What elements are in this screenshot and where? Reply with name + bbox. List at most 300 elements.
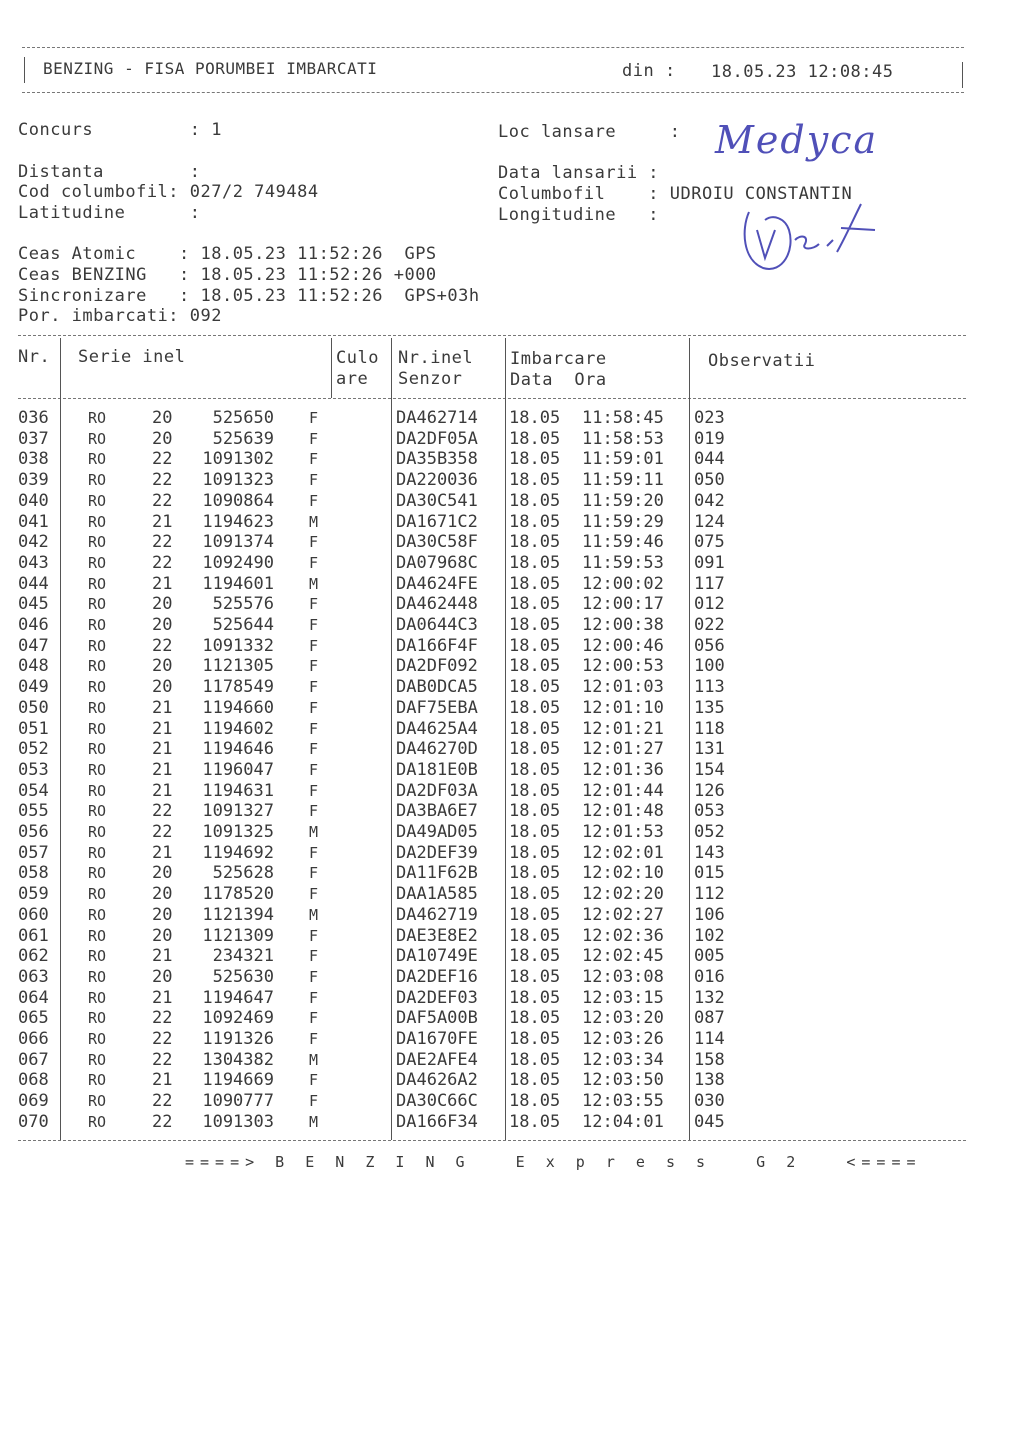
- row-ora: 12:00:02: [582, 573, 664, 594]
- row-nr: 065: [18, 1008, 49, 1029]
- row-an: 20: [152, 966, 173, 987]
- row-inel: 1121309: [202, 925, 274, 946]
- table-row: [0, 1112, 1024, 1133]
- row-data: 18.05: [509, 1029, 561, 1049]
- row-sex: F: [309, 657, 319, 676]
- row-sex: F: [309, 471, 319, 490]
- row-sex: F: [309, 740, 319, 759]
- row-tara: RO: [88, 760, 107, 779]
- row-data: 18.05: [509, 532, 561, 553]
- row-nr: 047: [18, 635, 49, 656]
- row-tara: RO: [88, 553, 107, 572]
- distanta-line: Distanta :: [18, 162, 201, 182]
- row-tara: RO: [88, 947, 107, 966]
- row-inel: 1091374: [202, 532, 274, 553]
- row-nr: 046: [18, 615, 49, 635]
- row-tara: RO: [88, 533, 107, 552]
- row-tara: RO: [88, 1092, 107, 1111]
- loc-lansare-label: Loc lansare :: [498, 122, 681, 142]
- row-tara: RO: [88, 740, 107, 759]
- row-nr: 069: [18, 1091, 49, 1112]
- row-an: 22: [152, 532, 173, 553]
- row-sex: M: [309, 823, 319, 841]
- table-row: [0, 532, 1024, 553]
- row-data: 18.05: [509, 573, 561, 594]
- row-nr: 055: [18, 801, 49, 822]
- row-ora: 12:00:46: [582, 635, 664, 656]
- row-tara: RO: [88, 574, 107, 593]
- row-obs: 100: [694, 656, 725, 677]
- row-an: 21: [152, 1070, 173, 1091]
- row-nr: 067: [18, 1049, 49, 1070]
- row-inel: 1194602: [202, 718, 274, 739]
- row-sex: F: [309, 616, 319, 634]
- table-row: [0, 512, 1024, 533]
- row-an: 22: [152, 1091, 173, 1112]
- header-left-border: [24, 57, 25, 83]
- row-ora: 12:02:45: [582, 946, 664, 967]
- row-nr: 036: [18, 408, 49, 428]
- row-data: 18.05: [509, 511, 561, 532]
- row-inel: 1090777: [202, 1091, 274, 1112]
- row-data: 18.05: [509, 946, 561, 967]
- row-ora: 12:03:55: [582, 1091, 664, 1112]
- table-row: [0, 698, 1024, 719]
- row-obs: 052: [694, 822, 725, 842]
- row-ora: 12:02:01: [582, 842, 664, 863]
- row-inel: 1196047: [202, 759, 274, 780]
- row-data: 18.05: [509, 697, 561, 718]
- row-tara: RO: [88, 471, 107, 490]
- table-row: [0, 1050, 1024, 1071]
- table-row: [0, 656, 1024, 677]
- row-obs: 102: [694, 925, 725, 946]
- cod-columbofil-line: Cod columbofil: 027/2 749484: [18, 182, 319, 202]
- row-an: 21: [152, 573, 173, 594]
- row-inel: 1304382: [202, 1049, 274, 1070]
- row-tara: RO: [88, 1050, 107, 1069]
- row-inel: 1194660: [202, 697, 274, 718]
- footer-brand: ====> B E N Z I N G E x p r e s s G 2 <====: [185, 1153, 922, 1171]
- row-sex: M: [309, 1050, 319, 1069]
- row-obs: 113: [694, 677, 725, 698]
- row-tara: RO: [88, 429, 107, 448]
- row-an: 21: [152, 697, 173, 718]
- table-row: [0, 615, 1024, 636]
- row-sex: M: [309, 905, 319, 924]
- row-obs: 112: [694, 884, 725, 905]
- row-an: 22: [152, 1049, 173, 1070]
- row-sex: F: [309, 719, 319, 738]
- row-inel: 525576: [212, 594, 274, 615]
- row-senzor: DA49AD05: [396, 822, 478, 842]
- row-senzor: DA4625A4: [396, 718, 478, 739]
- row-ora: 12:03:26: [582, 1029, 664, 1049]
- row-obs: 106: [694, 904, 725, 925]
- row-inel: 1092490: [202, 552, 274, 573]
- row-senzor: DAA1A585: [396, 884, 478, 905]
- table-header-bottom-border: [18, 398, 966, 399]
- th-data-ora: Data Ora: [510, 370, 607, 390]
- row-inel: 1090864: [202, 490, 274, 511]
- row-obs: 132: [694, 987, 725, 1008]
- table-row: [0, 822, 1024, 843]
- row-obs: 023: [694, 408, 725, 428]
- row-data: 18.05: [509, 1070, 561, 1091]
- row-sex: F: [309, 760, 319, 779]
- row-nr: 040: [18, 490, 49, 511]
- table-row: [0, 739, 1024, 760]
- row-ora: 12:03:15: [582, 987, 664, 1008]
- row-data: 18.05: [509, 428, 561, 449]
- row-nr: 039: [18, 470, 49, 491]
- row-data: 18.05: [509, 822, 561, 842]
- row-an: 21: [152, 511, 173, 532]
- row-nr: 064: [18, 987, 49, 1008]
- row-obs: 022: [694, 615, 725, 635]
- row-data: 18.05: [509, 966, 561, 987]
- row-an: 21: [152, 780, 173, 801]
- latitudine-line: Latitudine :: [18, 203, 201, 223]
- row-sex: F: [309, 864, 319, 883]
- row-ora: 12:03:50: [582, 1070, 664, 1091]
- row-sex: M: [309, 1112, 319, 1131]
- row-inel: 1178520: [202, 884, 274, 905]
- row-sex: F: [309, 678, 319, 697]
- header-datetime: 18.05.23 12:08:45: [711, 62, 894, 82]
- row-an: 22: [152, 1111, 173, 1132]
- row-sex: F: [309, 636, 319, 655]
- th-culoare-1: Culo: [336, 348, 379, 368]
- row-an: 20: [152, 925, 173, 946]
- row-sex: F: [309, 409, 319, 427]
- row-ora: 12:03:20: [582, 1008, 664, 1029]
- table-row: [0, 719, 1024, 740]
- row-an: 21: [152, 718, 173, 739]
- row-ora: 12:01:10: [582, 697, 664, 718]
- row-tara: RO: [88, 823, 107, 841]
- table-row: [0, 946, 1024, 967]
- row-tara: RO: [88, 409, 107, 427]
- row-obs: 135: [694, 697, 725, 718]
- th-nr-inel: Nr.inel: [398, 348, 474, 368]
- row-sex: F: [309, 1092, 319, 1111]
- row-sex: F: [309, 885, 319, 904]
- row-inel: 1092469: [202, 1008, 274, 1029]
- row-ora: 11:58:45: [582, 408, 664, 428]
- row-inel: 1091303: [202, 1111, 274, 1132]
- row-data: 18.05: [509, 925, 561, 946]
- row-sex: F: [309, 491, 319, 510]
- row-senzor: DA0644C3: [396, 615, 478, 635]
- row-senzor: DA1671C2: [396, 511, 478, 532]
- table-row: [0, 491, 1024, 512]
- row-an: 22: [152, 552, 173, 573]
- row-inel: 1194631: [202, 780, 274, 801]
- header-bottom-border: [22, 92, 964, 93]
- row-obs: 016: [694, 966, 725, 987]
- row-obs: 019: [694, 428, 725, 449]
- row-tara: RO: [88, 926, 107, 945]
- row-senzor: DAB0DCA5: [396, 677, 478, 698]
- row-senzor: DA2DF05A: [396, 428, 478, 449]
- row-senzor: DA07968C: [396, 552, 478, 573]
- row-inel: 1121394: [202, 904, 274, 925]
- row-senzor: DAE2AFE4: [396, 1049, 478, 1070]
- row-an: 22: [152, 490, 173, 511]
- row-ora: 12:01:21: [582, 718, 664, 739]
- table-row: [0, 1029, 1024, 1050]
- row-ora: 11:58:53: [582, 428, 664, 449]
- row-ora: 12:03:08: [582, 966, 664, 987]
- row-senzor: DA4624FE: [396, 573, 478, 594]
- row-an: 22: [152, 822, 173, 842]
- row-tara: RO: [88, 864, 107, 883]
- table-row: [0, 636, 1024, 657]
- row-an: 22: [152, 1008, 173, 1029]
- row-data: 18.05: [509, 635, 561, 656]
- row-sex: F: [309, 1071, 319, 1090]
- row-tara: RO: [88, 843, 107, 862]
- row-obs: 117: [694, 573, 725, 594]
- row-data: 18.05: [509, 739, 561, 760]
- row-ora: 12:01:27: [582, 739, 664, 760]
- row-an: 21: [152, 946, 173, 967]
- row-senzor: DA2DEF16: [396, 966, 478, 987]
- row-an: 21: [152, 739, 173, 760]
- por-imbarcati-line: Por. imbarcati: 092: [18, 306, 222, 326]
- row-an: 20: [152, 408, 173, 428]
- row-senzor: DA462719: [396, 904, 478, 925]
- row-data: 18.05: [509, 987, 561, 1008]
- row-senzor: DA30C541: [396, 490, 478, 511]
- longitudine-line: Longitudine :: [498, 205, 660, 225]
- row-sex: F: [309, 595, 319, 614]
- row-obs: 050: [694, 470, 725, 491]
- row-sex: F: [309, 1009, 319, 1028]
- row-inel: 525630: [212, 966, 274, 987]
- row-ora: 12:02:20: [582, 884, 664, 905]
- row-senzor: DA462448: [396, 594, 478, 615]
- row-inel: 1091327: [202, 801, 274, 822]
- row-inel: 1194623: [202, 511, 274, 532]
- row-ora: 12:01:03: [582, 677, 664, 698]
- row-ora: 12:04:01: [582, 1111, 664, 1132]
- row-ora: 12:00:53: [582, 656, 664, 677]
- row-inel: 1194647: [202, 987, 274, 1008]
- table-row: [0, 470, 1024, 491]
- columbofil-line: Columbofil : UDROIU CONSTANTIN: [498, 184, 853, 204]
- row-inel: 525639: [212, 428, 274, 449]
- row-data: 18.05: [509, 449, 561, 470]
- row-obs: 030: [694, 1091, 725, 1112]
- row-sex: F: [309, 553, 319, 572]
- row-ora: 12:02:36: [582, 925, 664, 946]
- row-inel: 1191326: [202, 1029, 274, 1049]
- row-ora: 12:01:36: [582, 759, 664, 780]
- row-obs: 056: [694, 635, 725, 656]
- row-an: 20: [152, 677, 173, 698]
- row-nr: 054: [18, 780, 49, 801]
- row-nr: 053: [18, 759, 49, 780]
- row-inel: 1194669: [202, 1070, 274, 1091]
- row-senzor: DAF5A00B: [396, 1008, 478, 1029]
- row-senzor: DA181E0B: [396, 759, 478, 780]
- data-lansarii-label: Data lansarii :: [498, 163, 660, 183]
- row-sex: F: [309, 926, 319, 945]
- row-tara: RO: [88, 657, 107, 676]
- row-ora: 11:59:11: [582, 470, 664, 491]
- ceas-benzing-line: Ceas BENZING : 18.05.23 11:52:26 +000: [18, 265, 437, 285]
- row-ora: 11:59:20: [582, 490, 664, 511]
- row-an: 22: [152, 449, 173, 470]
- row-tara: RO: [88, 885, 107, 904]
- row-data: 18.05: [509, 1111, 561, 1132]
- th-serie-inel: Serie inel: [78, 347, 186, 367]
- row-nr: 059: [18, 884, 49, 905]
- row-obs: 042: [694, 490, 725, 511]
- row-tara: RO: [88, 698, 107, 717]
- th-culoare-2: are: [336, 369, 369, 389]
- row-senzor: DA166F4F: [396, 635, 478, 656]
- row-ora: 12:00:38: [582, 615, 664, 635]
- table-row: [0, 905, 1024, 926]
- row-nr: 052: [18, 739, 49, 760]
- table-row: [0, 967, 1024, 988]
- row-an: 20: [152, 428, 173, 449]
- row-tara: RO: [88, 802, 107, 821]
- row-senzor: DA35B358: [396, 449, 478, 470]
- row-ora: 12:01:48: [582, 801, 664, 822]
- row-senzor: DA220036: [396, 470, 478, 491]
- row-nr: 056: [18, 822, 49, 842]
- row-data: 18.05: [509, 718, 561, 739]
- row-tara: RO: [88, 967, 107, 986]
- row-inel: 1194692: [202, 842, 274, 863]
- row-sex: F: [309, 450, 319, 469]
- row-nr: 051: [18, 718, 49, 739]
- row-tara: RO: [88, 1009, 107, 1028]
- row-tara: RO: [88, 1071, 107, 1090]
- row-senzor: DAE3E8E2: [396, 925, 478, 946]
- th-imbarcare: Imbarcare: [510, 349, 607, 369]
- row-data: 18.05: [509, 1008, 561, 1029]
- row-sex: F: [309, 843, 319, 862]
- row-nr: 044: [18, 573, 49, 594]
- row-nr: 042: [18, 532, 49, 553]
- row-nr: 043: [18, 552, 49, 573]
- row-senzor: DA30C58F: [396, 532, 478, 553]
- table-row: [0, 863, 1024, 884]
- row-nr: 041: [18, 511, 49, 532]
- row-nr: 038: [18, 449, 49, 470]
- row-tara: RO: [88, 905, 107, 924]
- row-data: 18.05: [509, 842, 561, 863]
- row-data: 18.05: [509, 594, 561, 615]
- row-data: 18.05: [509, 863, 561, 884]
- row-tara: RO: [88, 678, 107, 697]
- row-nr: 063: [18, 966, 49, 987]
- row-nr: 070: [18, 1111, 49, 1132]
- row-sex: F: [309, 802, 319, 821]
- row-tara: RO: [88, 719, 107, 738]
- row-senzor: DA30C66C: [396, 1091, 478, 1112]
- row-sex: F: [309, 947, 319, 966]
- header-top-border: [22, 47, 964, 48]
- row-an: 21: [152, 759, 173, 780]
- row-nr: 050: [18, 697, 49, 718]
- row-obs: 053: [694, 801, 725, 822]
- table-row: [0, 884, 1024, 905]
- row-inel: 1194646: [202, 739, 274, 760]
- row-obs: 143: [694, 842, 725, 863]
- row-an: 20: [152, 904, 173, 925]
- row-ora: 12:03:34: [582, 1049, 664, 1070]
- row-inel: 1091332: [202, 635, 274, 656]
- row-an: 21: [152, 987, 173, 1008]
- row-data: 18.05: [509, 884, 561, 905]
- table-top-border: [18, 335, 966, 336]
- table-row: [0, 760, 1024, 781]
- row-an: 22: [152, 801, 173, 822]
- row-senzor: DA2DEF39: [396, 842, 478, 863]
- row-obs: 044: [694, 449, 725, 470]
- table-row: [0, 843, 1024, 864]
- th-nr: Nr.: [18, 347, 51, 367]
- row-senzor: DA4626A2: [396, 1070, 478, 1091]
- th-observatii: Observatii: [708, 351, 816, 371]
- row-nr: 062: [18, 946, 49, 967]
- row-ora: 11:59:29: [582, 511, 664, 532]
- row-inel: 525628: [212, 863, 274, 884]
- row-tara: RO: [88, 636, 107, 655]
- table-bottom-border: [18, 1140, 966, 1141]
- table-row: [0, 801, 1024, 822]
- row-obs: 015: [694, 863, 725, 884]
- row-nr: 058: [18, 863, 49, 884]
- row-data: 18.05: [509, 408, 561, 428]
- header-title: BENZING - FISA PORUMBEI IMBARCATI: [43, 59, 378, 78]
- row-inel: 1194601: [202, 573, 274, 594]
- row-senzor: DAF75EBA: [396, 697, 478, 718]
- header-din-label: din :: [622, 61, 676, 81]
- row-tara: RO: [88, 988, 107, 1007]
- row-inel: 525644: [212, 615, 274, 635]
- row-an: 20: [152, 615, 173, 635]
- row-sex: F: [309, 429, 319, 448]
- row-tara: RO: [88, 450, 107, 469]
- row-obs: 126: [694, 780, 725, 801]
- table-row: [0, 1070, 1024, 1091]
- row-senzor: DA462714: [396, 408, 478, 428]
- row-data: 18.05: [509, 904, 561, 925]
- row-obs: 012: [694, 594, 725, 615]
- row-tara: RO: [88, 1030, 107, 1048]
- row-inel: 1091302: [202, 449, 274, 470]
- row-inel: 1178549: [202, 677, 274, 698]
- row-ora: 11:59:46: [582, 532, 664, 553]
- row-ora: 11:59:53: [582, 552, 664, 573]
- row-inel: 234321: [212, 946, 274, 967]
- row-data: 18.05: [509, 656, 561, 677]
- row-ora: 12:02:10: [582, 863, 664, 884]
- table-row: [0, 677, 1024, 698]
- concurs-line: Concurs : 1: [18, 120, 222, 140]
- row-data: 18.05: [509, 759, 561, 780]
- row-data: 18.05: [509, 677, 561, 698]
- row-ora: 12:01:44: [582, 780, 664, 801]
- row-inel: 525650: [212, 408, 274, 428]
